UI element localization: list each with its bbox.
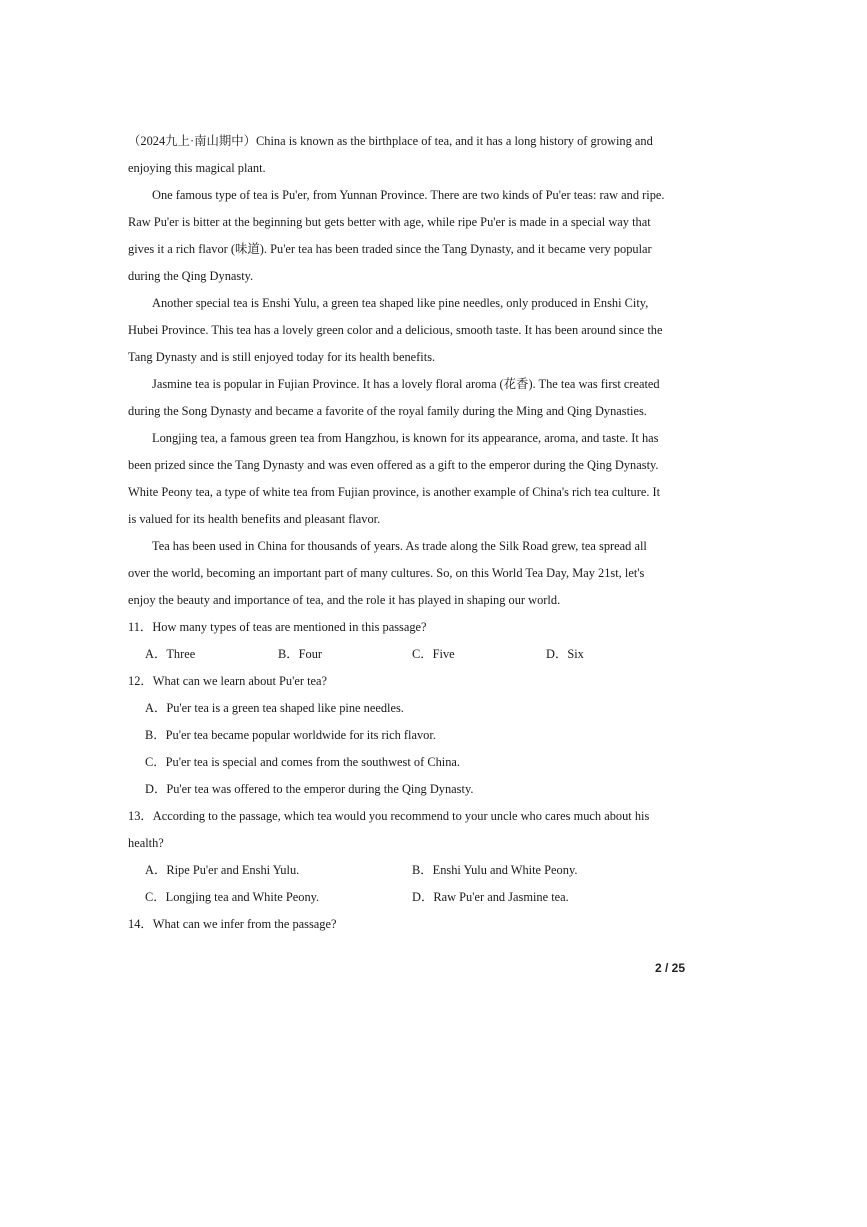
- option-d: D．Pu'er tea was offered to the emperor during the Qing Dynasty.: [145, 782, 474, 796]
- option-c: C．Longjing tea and White Peony.: [145, 890, 320, 904]
- text-line: gives it a rich flavor (味道). Pu'er tea has been traded since the Tang Dynasty, and it became very popular: [128, 242, 652, 256]
- text-line: over the world, becoming an important part of many cultures. So, on this World Tea Day, May 21st, let's: [128, 566, 645, 580]
- text-line: Another special tea is Enshi Yulu, a green tea shaped like pine needles, only produced in Enshi City,: [152, 296, 649, 310]
- text-line: Hubei Province. This tea has a lovely green color and a delicious, smooth taste. It has been around since the: [128, 323, 663, 337]
- option-b: B．Pu'er tea became popular worldwide for its rich flavor.: [145, 728, 436, 742]
- text-line: Tang Dynasty and is still enjoyed today for its health benefits.: [128, 350, 436, 364]
- text-line: is valued for its health benefits and pleasant flavor.: [128, 512, 381, 526]
- option-a: A．Pu'er tea is a green tea shaped like pine needles.: [145, 701, 404, 715]
- text-line: Raw Pu'er is bitter at the beginning but gets better with age, while ripe Pu'er is made in a special way that: [128, 215, 651, 229]
- text-line: been prized since the Tang Dynasty and was even offered as a gift to the emperor during the Qing Dynasty.: [128, 458, 659, 472]
- text-line: One famous type of tea is Pu'er, from Yunnan Province. There are two kinds of Pu'er teas: raw and ripe.: [152, 188, 665, 202]
- option-b: B．Four: [278, 647, 323, 661]
- text-line: Tea has been used in China for thousands of years. As trade along the Silk Road grew, tea spread all: [152, 539, 647, 553]
- text-line: during the Qing Dynasty.: [128, 269, 254, 283]
- option-c: C．Pu'er tea is special and comes from the southwest of China.: [145, 755, 461, 769]
- option-c: C．Five: [412, 647, 455, 661]
- option-d: D．Raw Pu'er and Jasmine tea.: [412, 890, 569, 904]
- text-line: during the Song Dynasty and became a favorite of the royal family during the Ming and Qing Dynasties.: [128, 404, 647, 418]
- option-a: A．Three: [145, 647, 196, 661]
- text-line: Jasmine tea is popular in Fujian Province. It has a lovely floral aroma (花香). The tea was first created: [152, 377, 660, 391]
- question-stem-continued: health?: [128, 836, 164, 850]
- question-stem: 14．What can we infer from the passage?: [128, 917, 337, 931]
- text-line: enjoy the beauty and importance of tea, and the role it has played in shaping our world.: [128, 593, 561, 607]
- text-line: enjoying this magical plant.: [128, 161, 266, 175]
- option-a: A．Ripe Pu'er and Enshi Yulu.: [145, 863, 300, 877]
- option-d: D．Six: [546, 647, 584, 661]
- question-stem: 11．How many types of teas are mentioned in this passage?: [128, 620, 427, 634]
- text-line: （2024九上·南山期中）China is known as the birthplace of tea, and it has a long history of growing and: [128, 134, 653, 148]
- page-number: 2 / 25: [655, 961, 686, 975]
- question-stem: 13．According to the passage, which tea would you recommend to your uncle who cares much about his: [128, 809, 650, 823]
- text-line: White Peony tea, a type of white tea from Fujian province, is another example of China's rich tea culture. It: [128, 485, 661, 499]
- text-line: Longjing tea, a famous green tea from Hangzhou, is known for its appearance, aroma, and taste. It has: [152, 431, 659, 445]
- question-stem: 12．What can we learn about Pu'er tea?: [128, 674, 328, 688]
- option-b: B．Enshi Yulu and White Peony.: [412, 863, 578, 877]
